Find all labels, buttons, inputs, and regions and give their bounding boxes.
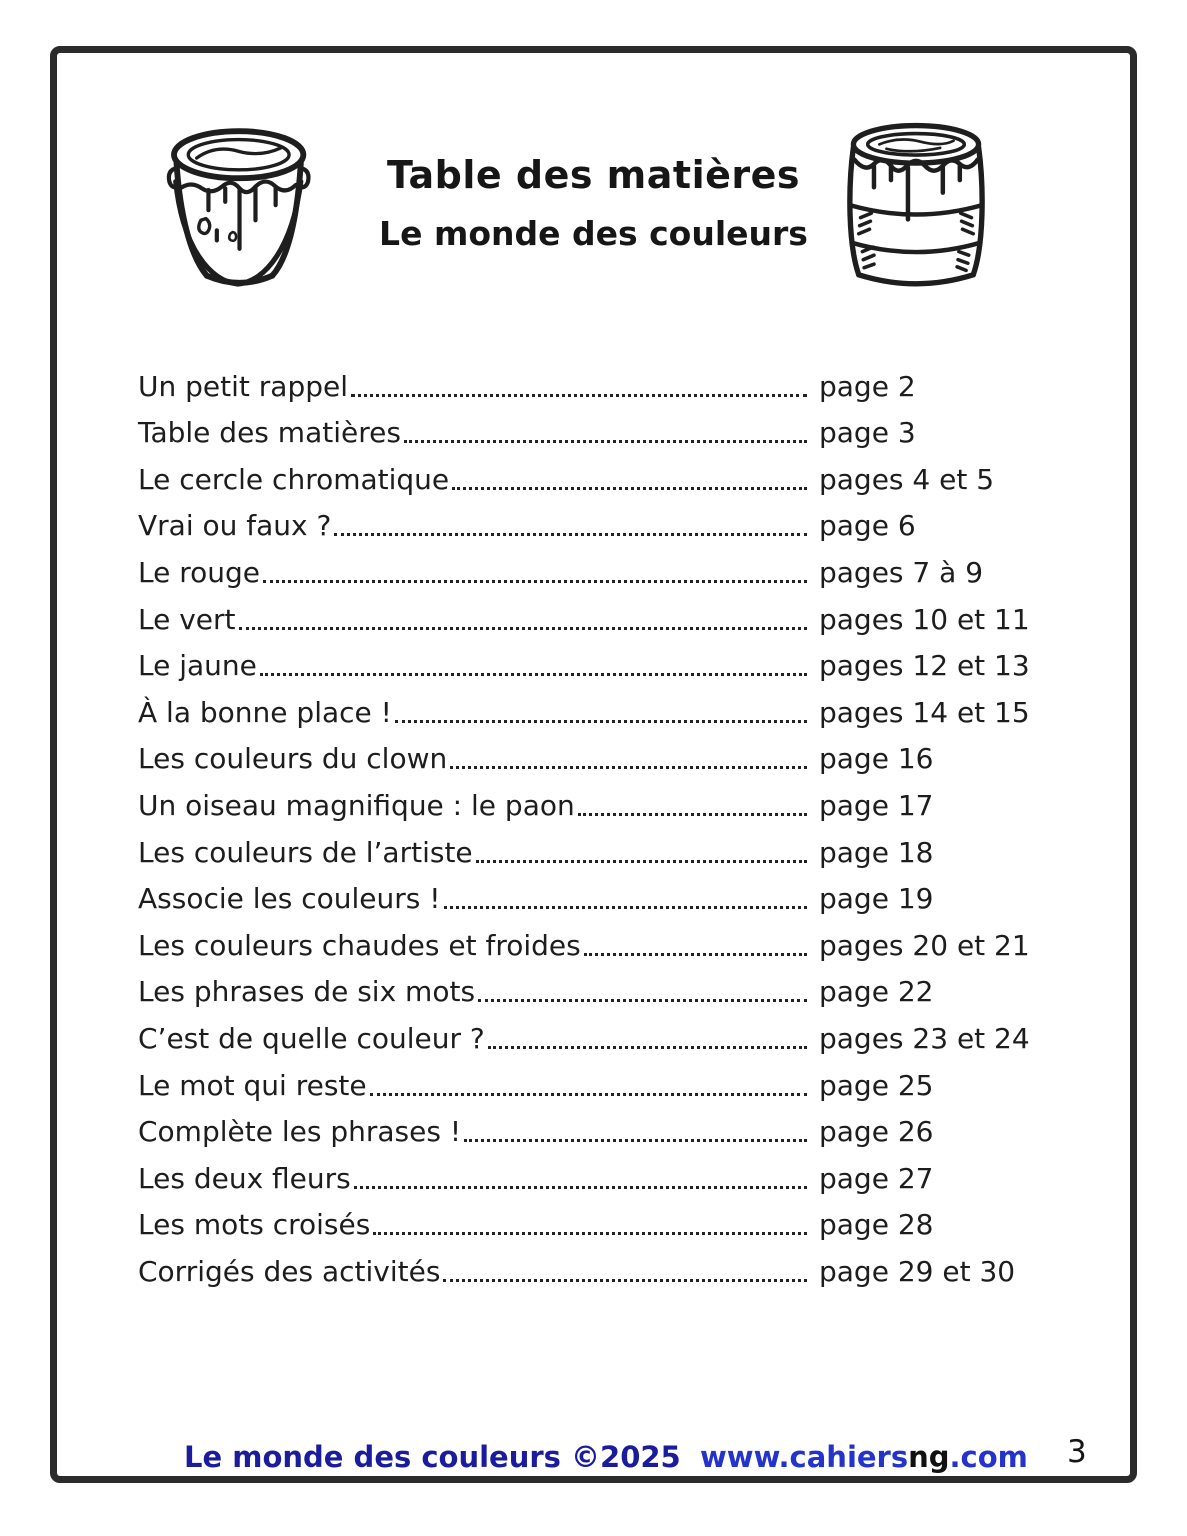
toc-row [138,736,1034,783]
toc-entry-title: Les mots croisés [138,1208,371,1242]
toc-row [138,1155,1034,1202]
toc-entry-title: Le cercle chromatique [138,462,450,496]
dotted-leader [450,766,807,769]
toc-entry-title: Le rouge [138,555,261,589]
dotted-leader [373,1232,807,1235]
toc-entry-title: Le jaune [138,649,257,683]
toc-row [138,829,1034,876]
dotted-leader [478,999,807,1002]
toc-entry-page: pages 4 et 5 [819,462,995,496]
dotted-leader [488,1046,807,1049]
dotted-leader [395,720,807,723]
toc-entry-page: page 18 [819,835,934,869]
toc-entry-title: Table des matières [138,416,401,450]
toc-entry-page: pages 23 et 24 [819,1021,1030,1055]
toc-entry-page: pages 10 et 11 [819,602,1030,636]
toc-entry-title: Un petit rappel [138,369,348,403]
toc-entry-page: page 26 [819,1115,934,1149]
toc-entry-title: Les couleurs de l’artiste [138,835,473,869]
toc-entry-page: page 17 [819,788,934,822]
toc-row [138,1062,1034,1109]
toc-row [138,922,1034,969]
toc-entry-page: page 3 [819,416,916,450]
dotted-leader [263,580,807,583]
dotted-leader [404,440,807,443]
toc-row [138,689,1034,736]
toc-entry-title: Les couleurs du clown [138,742,448,776]
paint-can-icon [840,107,992,297]
website-prefix: www.cahiers [700,1440,909,1474]
dotted-leader [370,1093,807,1096]
toc-row [138,969,1034,1016]
toc-entry-page: pages 20 et 21 [819,928,1030,962]
page-title: Table des matières [386,153,801,197]
toc-entry-title: Vrai ou faux ? [138,509,332,543]
toc-entry-page: page 19 [819,882,934,916]
dotted-leader [351,394,807,397]
toc-entry-page: pages 7 à 9 [819,555,984,589]
dotted-leader [444,906,807,909]
toc-entry-title: Le mot qui reste [138,1068,367,1102]
toc-entry-page: page 27 [819,1161,934,1195]
toc-entry-title: Les deux fleurs [138,1161,351,1195]
dotted-leader [354,1186,807,1189]
toc-row [138,876,1034,923]
dotted-leader [239,627,807,630]
toc-row [138,549,1034,596]
toc-entry-title: Les couleurs chaudes et froides [138,928,581,962]
dotted-leader [584,953,807,956]
website-suffix: .com [949,1440,1028,1474]
toc-row [138,1202,1034,1249]
toc-row [138,596,1034,643]
toc-entry-title: Un oiseau magnifique : le paon [138,788,575,822]
page-border-frame [50,46,1137,1483]
dotted-leader [578,813,807,816]
table-of-contents [138,363,1034,1295]
dotted-leader [260,673,807,676]
footer-website [700,1440,1028,1474]
toc-row [138,363,1034,410]
toc-row [138,410,1034,457]
toc-entry-title: Les phrases de six mots [138,975,476,1009]
dotted-leader [452,487,807,490]
page-subtitle: Le monde des couleurs [379,214,808,253]
toc-row [138,643,1034,690]
page-number: 3 [1067,1434,1087,1470]
toc-entry-title: Corrigés des activités [138,1254,441,1288]
toc-entry-page: pages 12 et 13 [819,649,1030,683]
toc-entry-title: Le vert [138,602,236,636]
toc-entry-title: À la bonne place ! [138,695,392,729]
toc-entry-page: page 29 et 30 [819,1254,1016,1288]
toc-row [138,1109,1034,1156]
dotted-leader [443,1279,807,1282]
footer-copyright: Le monde des couleurs ©2025 [184,1440,681,1474]
toc-row [138,1015,1034,1062]
toc-entry-title: Associe les couleurs ! [138,882,441,916]
website-mid: ng [908,1440,950,1474]
toc-row [138,456,1034,503]
toc-entry-title: C’est de quelle couleur ? [138,1021,485,1055]
dotted-leader [334,533,807,536]
toc-entry-page: page 28 [819,1208,934,1242]
toc-entry-title: Complète les phrases ! [138,1115,462,1149]
toc-row [138,782,1034,829]
toc-entry-page: pages 14 et 15 [819,695,1030,729]
toc-entry-page: page 6 [819,509,916,543]
toc-row [138,503,1034,550]
toc-entry-page: page 2 [819,369,916,403]
toc-row [138,1248,1034,1295]
toc-entry-page: page 16 [819,742,934,776]
toc-entry-page: page 25 [819,1068,934,1102]
dotted-leader [476,860,807,863]
toc-entry-page: page 22 [819,975,934,1009]
dotted-leader [464,1139,807,1142]
